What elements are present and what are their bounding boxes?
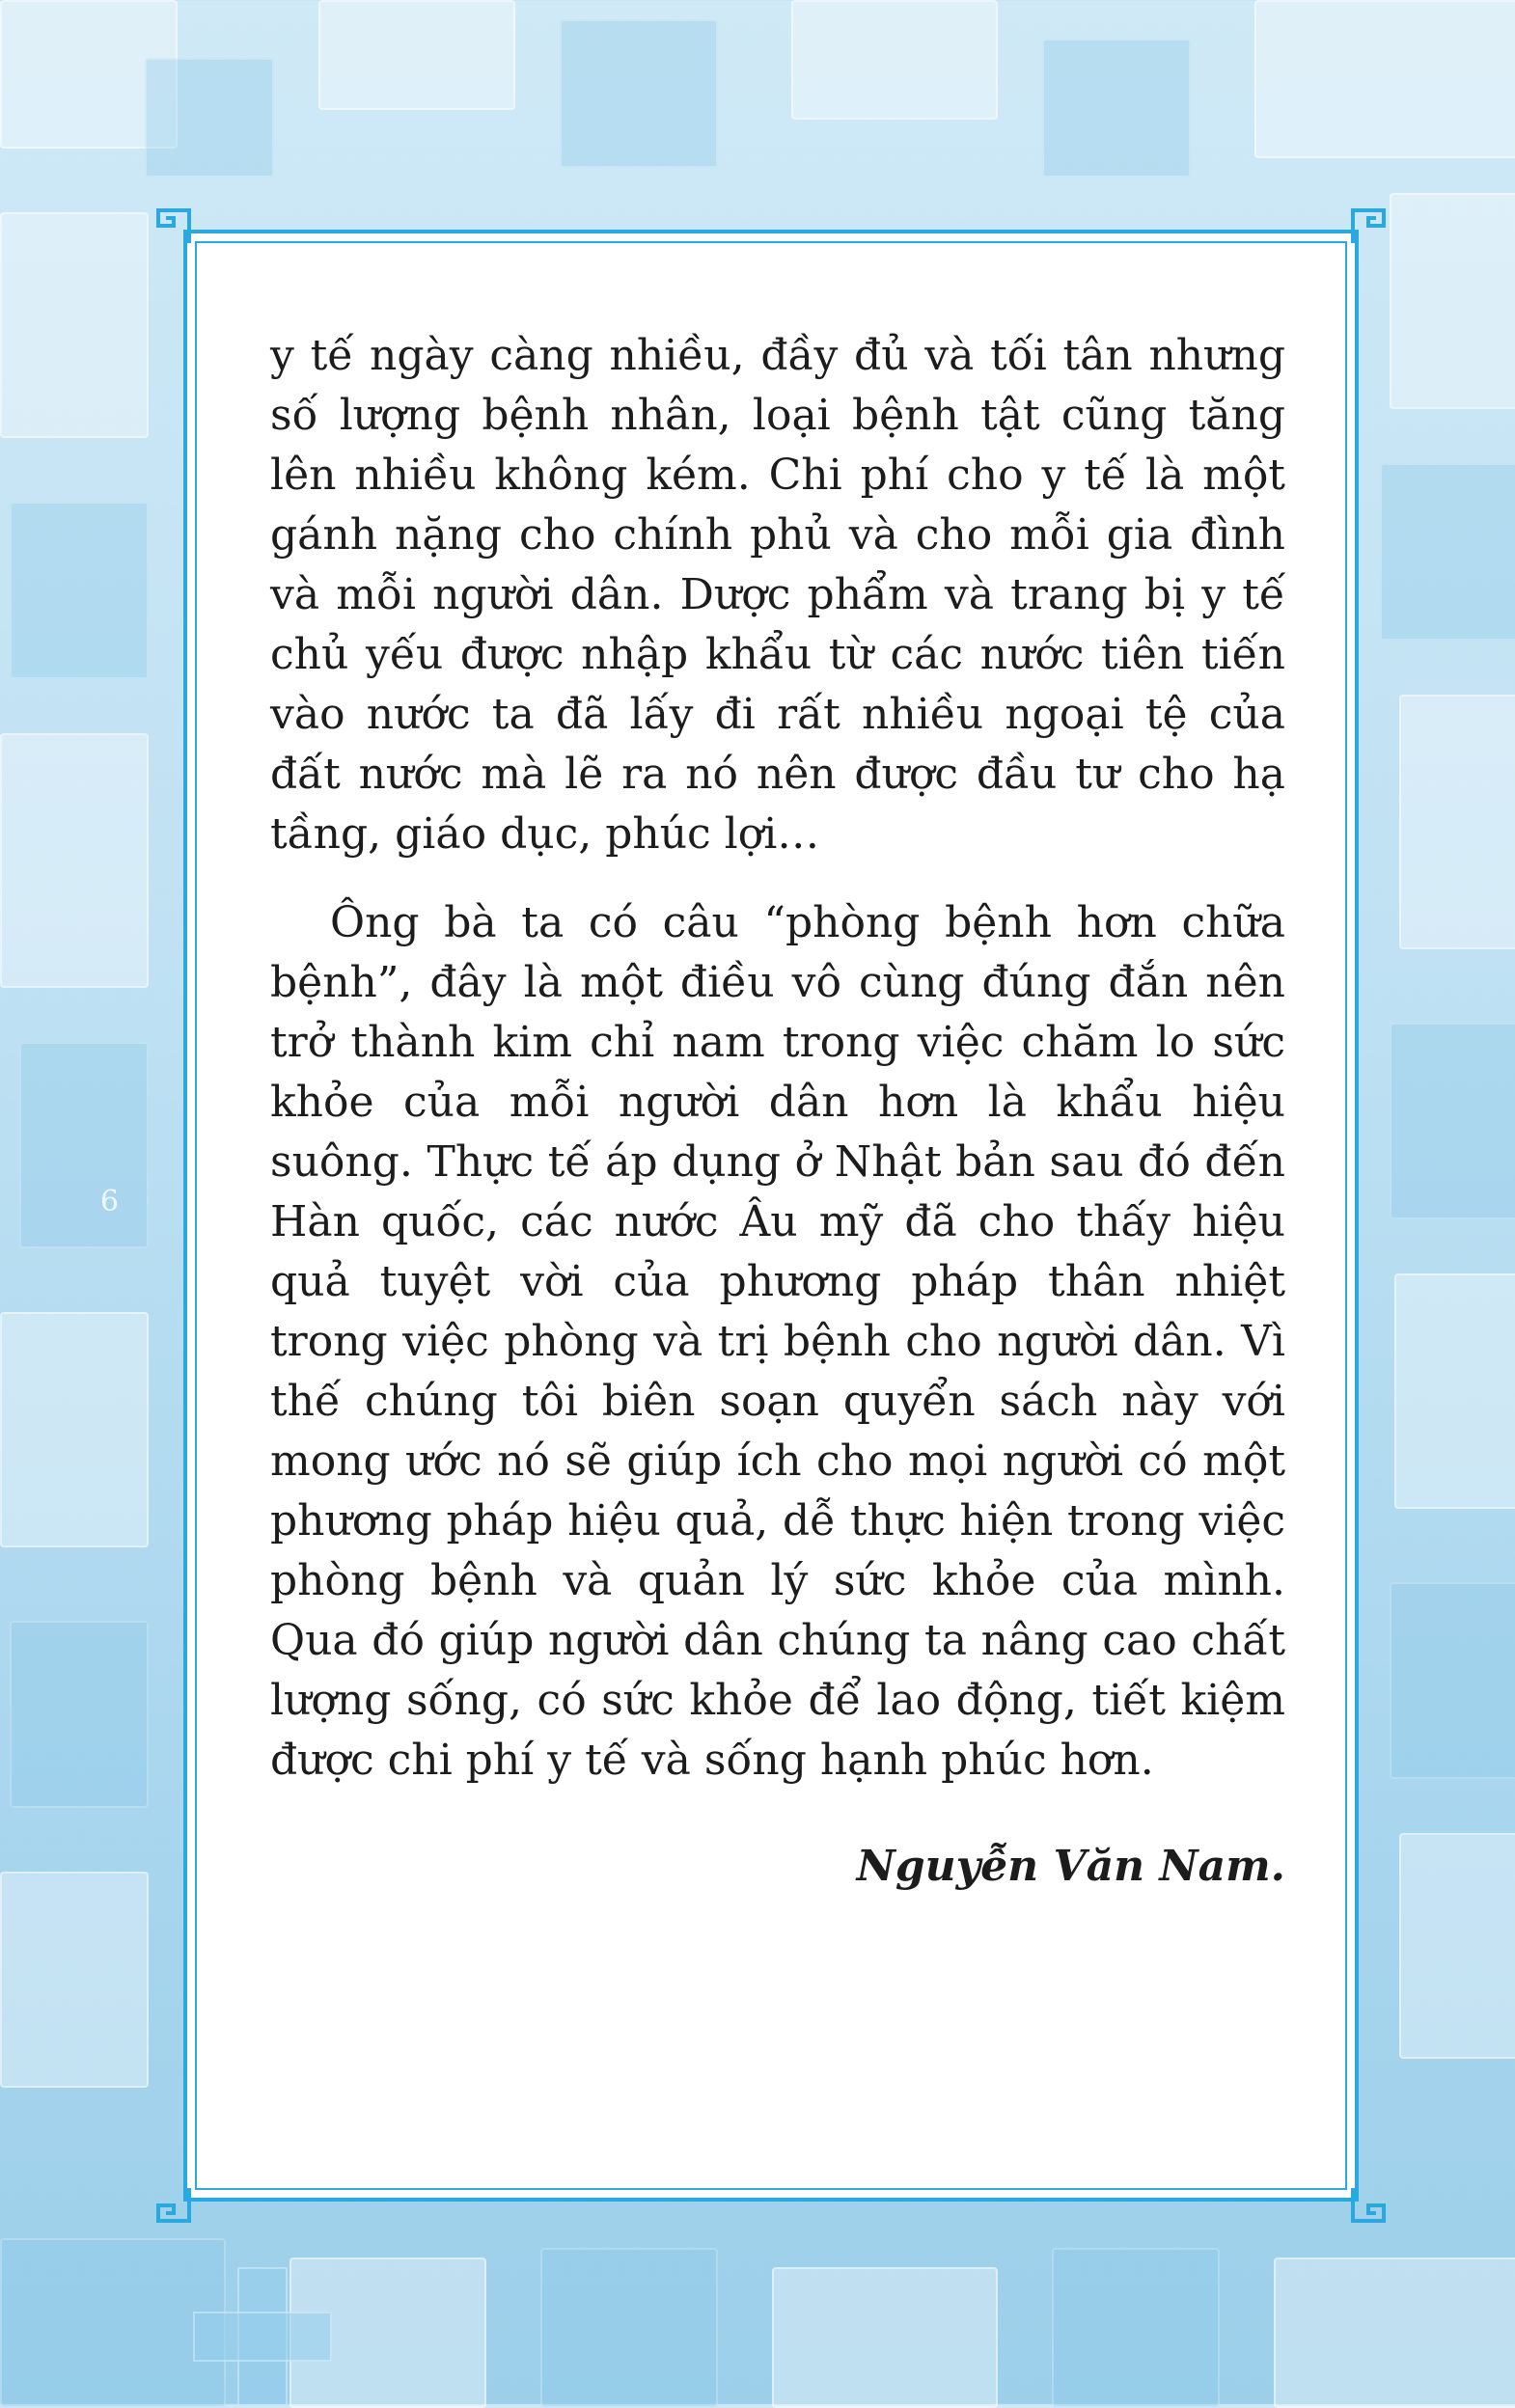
paragraph: Ông bà ta có câu “phòng bệnh hơn chữa bệnh”, đây là một điều vô cùng đúng đắn nên trở thành kim chỉ nam trong việc chăm lo sức khỏe của mỗi người dân hơn là khẩu hiệu suông. Thực tế áp dụng ở Nhật bản sau đó đến Hàn quốc, các nước Âu mỹ đã cho thấy hiệu quả tuyệt vời của phương pháp thân nhiệt trong việc phòng và trị bệnh cho người dân. Vì thế chúng tôi biên soạn quyển sách này với mong ước nó sẽ giúp ích cho mọi người có một phương pháp hiệu quả, dễ thực hiện trong việc phòng bệnh và quản lý sức khỏe của mình. Qua đó giúp người dân chúng ta nâng cao chất lượng sống, có sức khỏe để lao động, tiết kiệm được chi phí y tế và sống hạnh phúc hơn. <box>270 898 1285 1785</box>
corner-ornament-icon <box>1339 2186 1388 2234</box>
body-text <box>270 326 1285 1897</box>
corner-ornament-icon <box>154 2186 203 2234</box>
paragraph: y tế ngày càng nhiều, đầy đủ và tối tân nhưng số lượng bệnh nhân, loại bệnh tật cũng tăng lên nhiều không kém. Chi phí cho y tế là một gánh nặng cho chính phủ và cho mỗi gia đình và mỗi người dân. Dược phẩm và trang bị y tế chủ yếu được nhập khẩu từ các nước tiên tiến vào nước ta đã lấy đi rất nhiều ngoại tệ của đất nước mà lẽ ra nó nên được đầu tư cho hạ tầng, giáo dục, phúc lợi… <box>270 331 1285 859</box>
corner-ornament-icon <box>154 197 203 245</box>
author-signature: Nguyễn Văn Nam. <box>856 1842 1285 1891</box>
corner-ornament-icon <box>1339 197 1388 245</box>
text-frame <box>183 230 1359 2202</box>
page-number: 6 <box>100 1185 120 1218</box>
